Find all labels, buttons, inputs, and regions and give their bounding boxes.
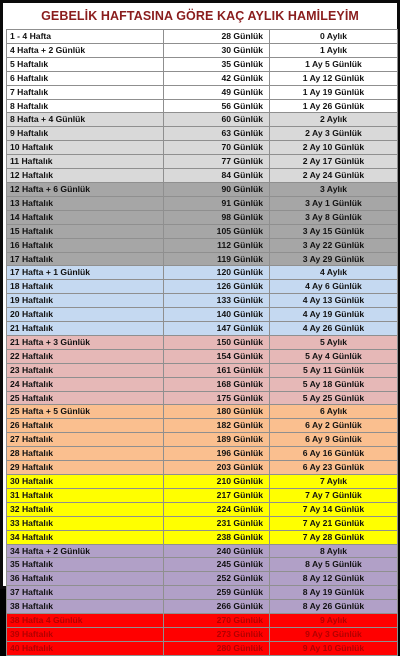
table-row bbox=[7, 558, 398, 572]
table-row bbox=[7, 238, 398, 252]
days-cell: 210 Günlük bbox=[164, 475, 270, 489]
months-cell: 8 Ay 19 Günlük bbox=[270, 586, 398, 600]
days-cell: 49 Günlük bbox=[164, 85, 270, 99]
table-row bbox=[7, 155, 398, 169]
table-row bbox=[7, 224, 398, 238]
week-cell: 40 Haftalık bbox=[7, 641, 164, 655]
days-cell: 203 Günlük bbox=[164, 461, 270, 475]
months-cell: 5 Aylık bbox=[270, 335, 398, 349]
days-cell: 224 Günlük bbox=[164, 502, 270, 516]
table-row bbox=[7, 516, 398, 530]
days-cell: 180 Günlük bbox=[164, 405, 270, 419]
week-cell: 27 Haftalık bbox=[7, 433, 164, 447]
months-cell: 5 Ay 4 Günlük bbox=[270, 349, 398, 363]
months-cell: 2 Ay 17 Günlük bbox=[270, 155, 398, 169]
months-cell: 2 Ay 3 Günlük bbox=[270, 127, 398, 141]
days-cell: 266 Günlük bbox=[164, 600, 270, 614]
table-row bbox=[7, 433, 398, 447]
table-row bbox=[7, 530, 398, 544]
week-cell: 13 Haftalık bbox=[7, 196, 164, 210]
pregnancy-week-table bbox=[6, 29, 398, 656]
months-cell: 6 Ay 23 Günlük bbox=[270, 461, 398, 475]
months-cell: 6 Ay 9 Günlük bbox=[270, 433, 398, 447]
months-cell: 1 Ay 12 Günlük bbox=[270, 71, 398, 85]
days-cell: 28 Günlük bbox=[164, 30, 270, 44]
table-row bbox=[7, 335, 398, 349]
days-cell: 150 Günlük bbox=[164, 335, 270, 349]
months-cell: 6 Aylık bbox=[270, 405, 398, 419]
months-cell: 3 Ay 1 Günlük bbox=[270, 196, 398, 210]
days-cell: 217 Günlük bbox=[164, 488, 270, 502]
months-cell: 1 Ay 19 Günlük bbox=[270, 85, 398, 99]
months-cell: 4 Ay 13 Günlük bbox=[270, 294, 398, 308]
days-cell: 238 Günlük bbox=[164, 530, 270, 544]
days-cell: 126 Günlük bbox=[164, 280, 270, 294]
week-cell: 20 Haftalık bbox=[7, 308, 164, 322]
week-cell: 34 Haftalık bbox=[7, 530, 164, 544]
table-row bbox=[7, 280, 398, 294]
week-cell: 21 Hafta + 3 Günlük bbox=[7, 335, 164, 349]
week-cell: 39 Haftalık bbox=[7, 627, 164, 641]
week-cell: 12 Haftalık bbox=[7, 169, 164, 183]
days-cell: 35 Günlük bbox=[164, 57, 270, 71]
week-cell: 33 Haftalık bbox=[7, 516, 164, 530]
table-row bbox=[7, 363, 398, 377]
week-cell: 38 Hafta 4 Günlük bbox=[7, 614, 164, 628]
days-cell: 154 Günlük bbox=[164, 349, 270, 363]
table-row bbox=[7, 210, 398, 224]
months-cell: 3 Ay 15 Günlük bbox=[270, 224, 398, 238]
table-row bbox=[7, 502, 398, 516]
months-cell: 3 Ay 29 Günlük bbox=[270, 252, 398, 266]
table-row bbox=[7, 391, 398, 405]
months-cell: 4 Aylık bbox=[270, 266, 398, 280]
months-cell: 0 Aylık bbox=[270, 30, 398, 44]
days-cell: 252 Günlük bbox=[164, 572, 270, 586]
table-row bbox=[7, 43, 398, 57]
week-cell: 11 Haftalık bbox=[7, 155, 164, 169]
months-cell: 8 Ay 5 Günlük bbox=[270, 558, 398, 572]
days-cell: 119 Günlük bbox=[164, 252, 270, 266]
week-cell: 28 Haftalık bbox=[7, 447, 164, 461]
months-cell: 7 Ay 21 Günlük bbox=[270, 516, 398, 530]
months-cell: 8 Ay 12 Günlük bbox=[270, 572, 398, 586]
table-row bbox=[7, 113, 398, 127]
months-cell: 8 Aylık bbox=[270, 544, 398, 558]
week-cell: 10 Haftalık bbox=[7, 141, 164, 155]
table-row bbox=[7, 322, 398, 336]
week-cell: 17 Haftalık bbox=[7, 252, 164, 266]
months-cell: 9 Ay 10 Günlük bbox=[270, 641, 398, 655]
days-cell: 90 Günlük bbox=[164, 182, 270, 196]
table-row bbox=[7, 294, 398, 308]
week-cell: 9 Haftalık bbox=[7, 127, 164, 141]
days-cell: 133 Günlük bbox=[164, 294, 270, 308]
months-cell: 9 Ay 3 Günlük bbox=[270, 627, 398, 641]
table-row bbox=[7, 641, 398, 655]
months-cell: 1 Ay 5 Günlük bbox=[270, 57, 398, 71]
days-cell: 105 Günlük bbox=[164, 224, 270, 238]
months-cell: 9 Aylık bbox=[270, 614, 398, 628]
months-cell: 1 Ay 26 Günlük bbox=[270, 99, 398, 113]
table-row bbox=[7, 30, 398, 44]
days-cell: 168 Günlük bbox=[164, 377, 270, 391]
days-cell: 98 Günlük bbox=[164, 210, 270, 224]
days-cell: 30 Günlük bbox=[164, 43, 270, 57]
days-cell: 112 Günlük bbox=[164, 238, 270, 252]
week-cell: 38 Haftalık bbox=[7, 600, 164, 614]
table-row bbox=[7, 182, 398, 196]
week-cell: 18 Haftalık bbox=[7, 280, 164, 294]
months-cell: 3 Ay 22 Günlük bbox=[270, 238, 398, 252]
week-cell: 29 Haftalık bbox=[7, 461, 164, 475]
days-cell: 63 Günlük bbox=[164, 127, 270, 141]
week-cell: 31 Haftalık bbox=[7, 488, 164, 502]
table-row bbox=[7, 71, 398, 85]
days-cell: 259 Günlük bbox=[164, 586, 270, 600]
table-row bbox=[7, 252, 398, 266]
week-cell: 21 Haftalık bbox=[7, 322, 164, 336]
months-cell: 5 Ay 25 Günlük bbox=[270, 391, 398, 405]
days-cell: 270 Günlük bbox=[164, 614, 270, 628]
days-cell: 245 Günlük bbox=[164, 558, 270, 572]
week-cell: 25 Haftalık bbox=[7, 391, 164, 405]
days-cell: 231 Günlük bbox=[164, 516, 270, 530]
week-cell: 1 - 4 Hafta bbox=[7, 30, 164, 44]
week-cell: 4 Hafta + 2 Günlük bbox=[7, 43, 164, 57]
days-cell: 182 Günlük bbox=[164, 419, 270, 433]
table-row bbox=[7, 57, 398, 71]
table-row bbox=[7, 475, 398, 489]
week-cell: 16 Haftalık bbox=[7, 238, 164, 252]
days-cell: 175 Günlük bbox=[164, 391, 270, 405]
days-cell: 147 Günlük bbox=[164, 322, 270, 336]
week-cell: 25 Hafta + 5 Günlük bbox=[7, 405, 164, 419]
week-cell: 24 Haftalık bbox=[7, 377, 164, 391]
week-cell: 17 Hafta + 1 Günlük bbox=[7, 266, 164, 280]
week-cell: 6 Haftalık bbox=[7, 71, 164, 85]
months-cell: 3 Ay 8 Günlük bbox=[270, 210, 398, 224]
months-cell: 7 Ay 28 Günlük bbox=[270, 530, 398, 544]
week-cell: 7 Haftalık bbox=[7, 85, 164, 99]
days-cell: 240 Günlük bbox=[164, 544, 270, 558]
days-cell: 273 Günlük bbox=[164, 627, 270, 641]
page-title: GEBELİK HAFTASINA GÖRE KAÇ AYLIK HAMİLEYİM bbox=[41, 9, 359, 23]
months-cell: 7 Ay 14 Günlük bbox=[270, 502, 398, 516]
months-cell: 7 Aylık bbox=[270, 475, 398, 489]
months-cell: 5 Ay 11 Günlük bbox=[270, 363, 398, 377]
week-cell: 15 Haftalık bbox=[7, 224, 164, 238]
week-cell: 37 Haftalık bbox=[7, 586, 164, 600]
months-cell: 4 Ay 6 Günlük bbox=[270, 280, 398, 294]
table-row bbox=[7, 614, 398, 628]
days-cell: 56 Günlük bbox=[164, 99, 270, 113]
months-cell: 8 Ay 26 Günlük bbox=[270, 600, 398, 614]
week-cell: 12 Hafta + 6 Günlük bbox=[7, 182, 164, 196]
days-cell: 189 Günlük bbox=[164, 433, 270, 447]
table-row bbox=[7, 461, 398, 475]
days-cell: 77 Günlük bbox=[164, 155, 270, 169]
months-cell: 4 Ay 19 Günlük bbox=[270, 308, 398, 322]
week-cell: 30 Haftalık bbox=[7, 475, 164, 489]
week-cell: 23 Haftalık bbox=[7, 363, 164, 377]
table-row bbox=[7, 572, 398, 586]
table-row bbox=[7, 447, 398, 461]
days-cell: 120 Günlük bbox=[164, 266, 270, 280]
months-cell: 6 Ay 2 Günlük bbox=[270, 419, 398, 433]
days-cell: 280 Günlük bbox=[164, 641, 270, 655]
table-row bbox=[7, 627, 398, 641]
week-cell: 34 Hafta + 2 Günlük bbox=[7, 544, 164, 558]
table-row bbox=[7, 349, 398, 363]
table-row bbox=[7, 544, 398, 558]
days-cell: 70 Günlük bbox=[164, 141, 270, 155]
table-row bbox=[7, 308, 398, 322]
months-cell: 4 Ay 26 Günlük bbox=[270, 322, 398, 336]
week-cell: 14 Haftalık bbox=[7, 210, 164, 224]
week-cell: 5 Haftalık bbox=[7, 57, 164, 71]
table-row bbox=[7, 405, 398, 419]
days-cell: 196 Günlük bbox=[164, 447, 270, 461]
days-cell: 161 Günlük bbox=[164, 363, 270, 377]
week-cell: 26 Haftalık bbox=[7, 419, 164, 433]
week-cell: 32 Haftalık bbox=[7, 502, 164, 516]
table-body bbox=[7, 30, 398, 656]
months-cell: 2 Aylık bbox=[270, 113, 398, 127]
months-cell: 1 Aylık bbox=[270, 43, 398, 57]
week-cell: 36 Haftalık bbox=[7, 572, 164, 586]
week-cell: 8 Haftalık bbox=[7, 99, 164, 113]
week-cell: 22 Haftalık bbox=[7, 349, 164, 363]
table-row bbox=[7, 266, 398, 280]
week-cell: 8 Hafta + 4 Günlük bbox=[7, 113, 164, 127]
days-cell: 42 Günlük bbox=[164, 71, 270, 85]
table-row bbox=[7, 141, 398, 155]
table-row bbox=[7, 419, 398, 433]
days-cell: 84 Günlük bbox=[164, 169, 270, 183]
months-cell: 7 Ay 7 Günlük bbox=[270, 488, 398, 502]
table-row bbox=[7, 85, 398, 99]
table-row bbox=[7, 377, 398, 391]
table-row bbox=[7, 600, 398, 614]
table-row bbox=[7, 127, 398, 141]
days-cell: 140 Günlük bbox=[164, 308, 270, 322]
days-cell: 91 Günlük bbox=[164, 196, 270, 210]
table-row bbox=[7, 488, 398, 502]
days-cell: 60 Günlük bbox=[164, 113, 270, 127]
table-row bbox=[7, 586, 398, 600]
months-cell: 5 Ay 18 Günlük bbox=[270, 377, 398, 391]
months-cell: 3 Aylık bbox=[270, 182, 398, 196]
table-row bbox=[7, 99, 398, 113]
week-cell: 19 Haftalık bbox=[7, 294, 164, 308]
week-cell: 35 Haftalık bbox=[7, 558, 164, 572]
months-cell: 6 Ay 16 Günlük bbox=[270, 447, 398, 461]
months-cell: 2 Ay 10 Günlük bbox=[270, 141, 398, 155]
months-cell: 2 Ay 24 Günlük bbox=[270, 169, 398, 183]
table-row bbox=[7, 169, 398, 183]
table-row bbox=[7, 196, 398, 210]
